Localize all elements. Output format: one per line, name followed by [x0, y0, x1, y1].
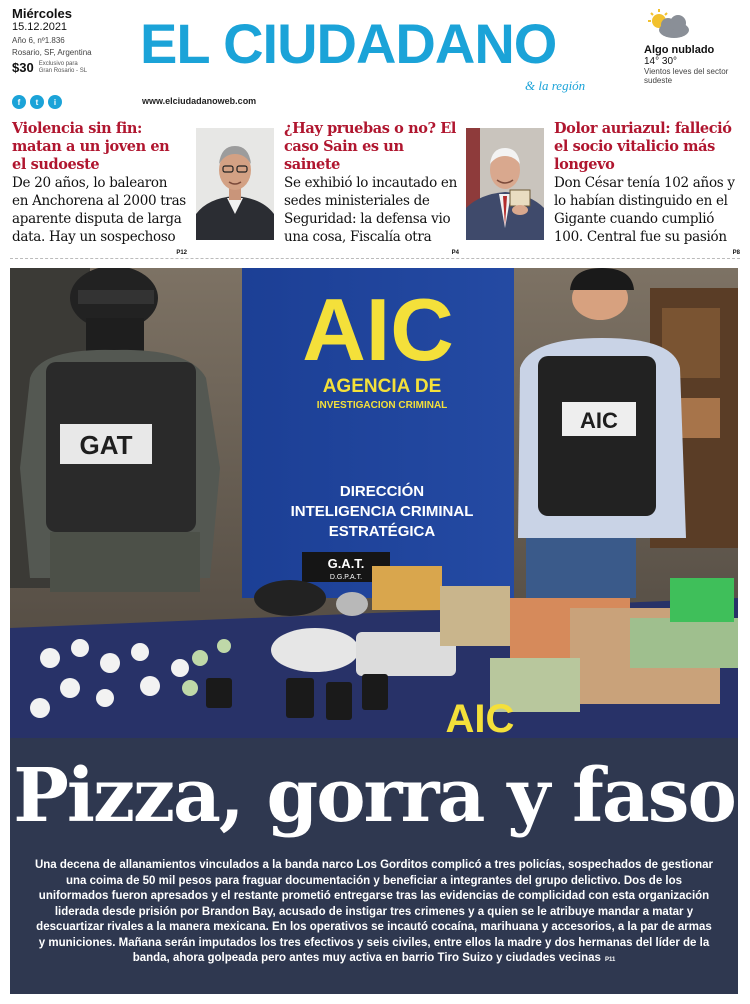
main-story-page-ref: P11 — [604, 957, 616, 963]
teaser-body: De 20 años, lo balearon en Anchorena al 2000 tras aparente disputa de larga data. Hay un sospechoso — [12, 175, 186, 245]
teaser-violence[interactable] — [12, 120, 187, 256]
table-aic-label: AIC — [445, 697, 515, 738]
teaser-body: Se exhibió lo incautado en sedes ministeriales de Seguridad: la defensa vio una cosa, Fiscalía otra — [284, 175, 457, 245]
banner-dir1: DIRECCIÓN — [339, 483, 425, 500]
website-link[interactable]: www.elciudadanoweb.com — [142, 96, 257, 106]
price: $30 — [12, 60, 34, 75]
edition-issue: Año 6, nº1.836 — [12, 36, 65, 45]
masthead — [0, 0, 750, 118]
teaser-strip — [0, 120, 750, 262]
edition-place: Rosario, SF, Argentina — [12, 48, 92, 57]
price-note: Exclusivo para Gran Rosario - SL — [38, 60, 88, 74]
teaser-page-ref: P8 — [732, 250, 740, 256]
weather-box — [644, 8, 744, 85]
main-story-body — [34, 858, 714, 969]
main-headline[interactable]: Pizza, gorra y faso — [13, 753, 735, 839]
banner-sub2: INVESTIGACION CRIMINAL — [316, 400, 448, 411]
banner-dir3: ESTRATÉGICA — [328, 523, 436, 540]
edition-date: 15.12.2021 — [12, 21, 68, 33]
newspaper-logo[interactable]: EL CIUDADANO — [140, 12, 557, 75]
teaser-headline: ¿Hay pruebas o no? El caso Sain es un sainete — [284, 120, 456, 173]
facebook-icon[interactable]: f — [12, 95, 26, 109]
banner-title: AIC — [302, 280, 454, 379]
twitter-icon[interactable]: t — [30, 95, 44, 109]
tag-gat: G.A.T. — [327, 556, 365, 571]
teaser-page-ref: P12 — [176, 250, 187, 256]
social-links — [12, 95, 62, 109]
vest-left-label: GAT — [79, 430, 133, 460]
teaser-body: Don César tenía 102 años y lo habían distinguido en el Gigante cuando cumplió 100. Central fue su pasión — [554, 175, 735, 245]
price-row — [12, 60, 112, 75]
edition-day: Miércoles — [12, 6, 72, 21]
banner-dir2: INTELIGENCIA CRIMINAL — [290, 503, 474, 520]
weather-condition: Algo nublado — [644, 44, 715, 56]
teaser-page-ref: P4 — [451, 250, 459, 256]
tag-gat-sub: D.G.P.A.T. — [329, 574, 363, 581]
weather-temp: 14° 30° — [644, 56, 678, 67]
main-story-text: Una decena de allanamientos vinculados a la banda narco Los Gorditos complicó a tres policías, sospechados de gestionar una coima de 50 mil pesos para fraguar documentación y beneficiar a integrantes del grupo delictivo. Dos de los uniformados fueron apresados y el restante prometió entregarse tras las evidencias de complicidad con esta organización liderada desde prisión por Brandon Bay, acusado de instigar tres crimenes y a quien se le atribuye mandar a matar y descuartizar rivales a la manera mexicana. En los operativos se incautó cocaína, marihuana y accesorios, a la par de armas y municiones. Mañana serán imputados los tres efectivos y seis civiles, entre ellos la madre y dos hermanas del líder de la banda, ahora golpeada pero antes muy activa en barrio Tiro Suizo y ciudades vecinas — [34, 859, 714, 964]
edition-info — [12, 6, 112, 75]
main-story — [10, 738, 738, 994]
banner-sub1: AGENCIA DE — [322, 376, 442, 397]
section-divider — [10, 258, 740, 259]
partly-cloudy-icon — [644, 8, 694, 40]
portrait-photo-cesar — [466, 128, 544, 240]
main-photo — [10, 268, 738, 738]
teaser-sain[interactable] — [284, 120, 459, 256]
instagram-icon[interactable]: i — [48, 95, 62, 109]
teaser-central[interactable] — [554, 120, 740, 256]
logo-region: & la región — [525, 78, 586, 93]
portrait-photo-sain — [196, 128, 274, 240]
vest-right-label: AIC — [580, 408, 618, 433]
teaser-headline: Dolor auriazul: falleció el socio vitalicio más longevo — [554, 120, 732, 173]
weather-wind: Vientos leves del sector sudeste — [644, 67, 729, 85]
teaser-headline: Violencia sin fin: matan a un joven en el sudoeste — [12, 120, 170, 173]
